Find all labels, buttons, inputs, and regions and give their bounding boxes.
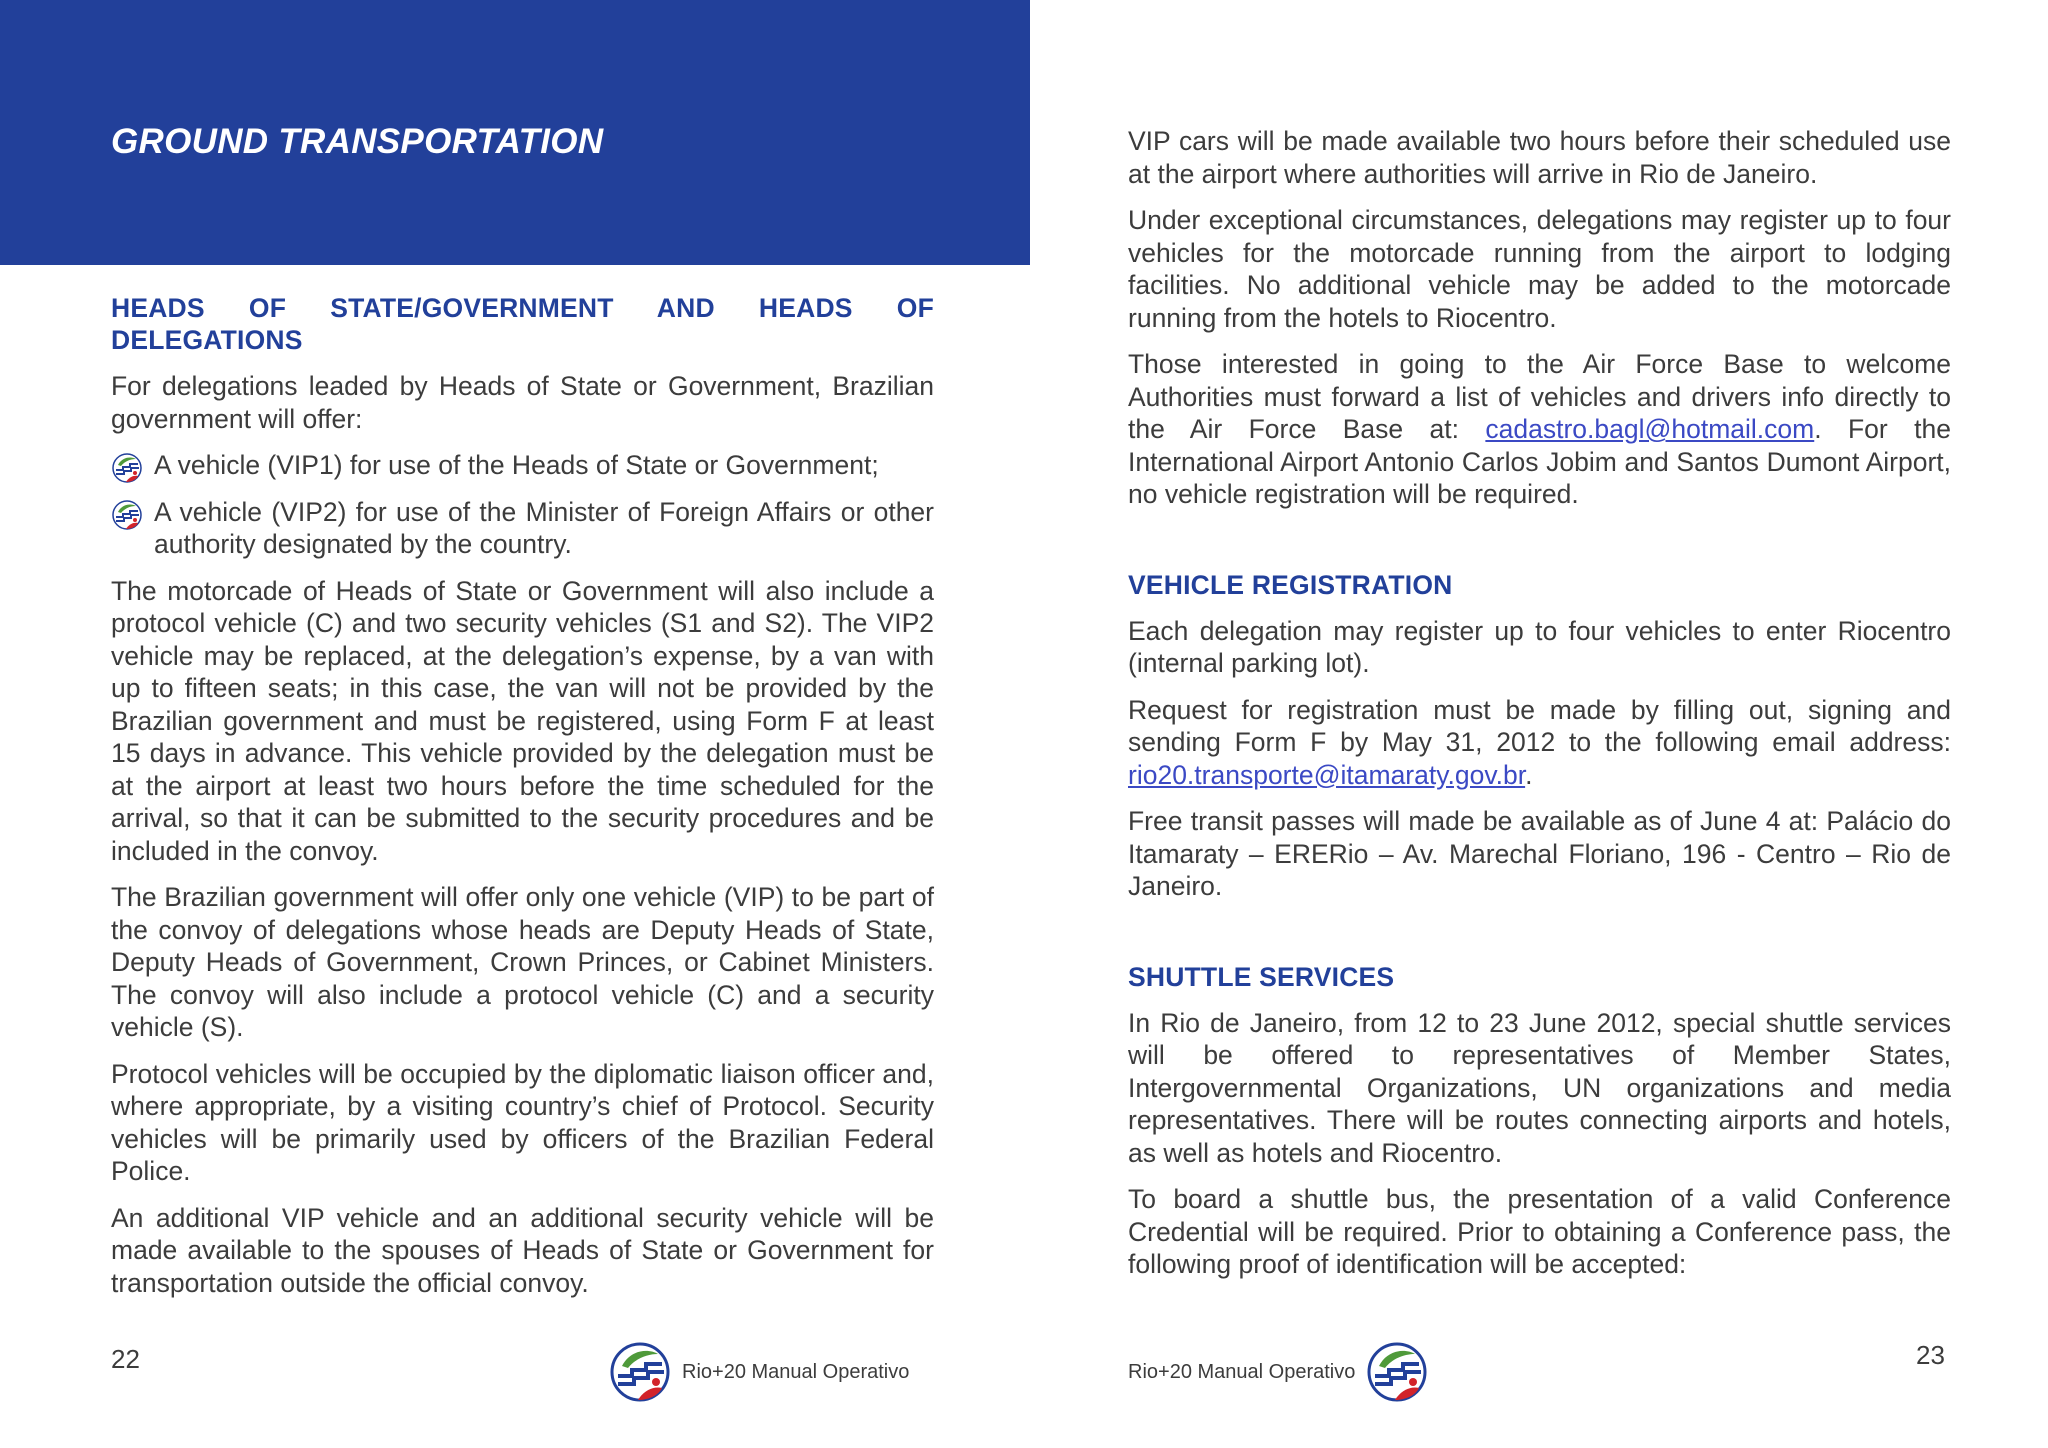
paragraph: In Rio de Janeiro, from 12 to 23 June 2012, special shuttle services will be offered to representatives of Member States, Intergovernmental Organizations, UN organizations and media representatives. There will be routes connecting airports and hotels, as well as hotels and Riocentro.: [1128, 1007, 1951, 1168]
footer-label: Rio+20 Manual Operativo: [682, 1360, 910, 1383]
registration-email-link[interactable]: rio20.transporte@itamaraty.gov.br: [1128, 759, 1526, 790]
page-number-left: 22: [111, 1344, 140, 1374]
air-force-text: Those interested in going to the Air Force Base to welcome Authorities must forward a list of vehicles and drivers info directly to the Air Force Base at:: [1128, 349, 1951, 444]
list-item: [111, 496, 934, 561]
paragraph: An additional VIP vehicle and an additional security vehicle will be made available to the spouses of Heads of State or Government for transportation outside the official convoy.: [111, 1202, 934, 1298]
rio20-logo-icon: [1365, 1340, 1429, 1404]
list-item: [111, 449, 934, 482]
paragraph: To board a shuttle bus, the presentation of a valid Conference Credential will be required. Prior to obtaining a Conference pass, the following proof of identification will be accepted:: [1128, 1184, 1951, 1279]
bullet-text: A vehicle (VIP2) for use of the Minister of Foreign Affairs or other authority designated by the country.: [154, 496, 934, 559]
right-column: [1128, 125, 1951, 1295]
air-force-paragraph: [1128, 348, 1951, 511]
rio20-logo-icon: [608, 1340, 672, 1404]
bullet-text: A vehicle (VIP1) for use of the Heads of State or Government;: [154, 450, 879, 480]
page-title: GROUND TRANSPORTATION: [111, 122, 604, 161]
rio-logo-bullet-icon: [111, 499, 143, 531]
paragraph: Free transit passes will made be available as of June 4 at: Palácio do Itamaraty – ERERio – Av. Marechal Floriano, 196 - Centro – Rio de Janeiro.: [1128, 806, 1951, 901]
rio-logo-bullet-icon: [111, 452, 143, 484]
registration-text: Request for registration must be made by filling out, signing and sending Form F by May 31, 2012 to the following email address:: [1128, 694, 1951, 757]
section-heading-vehicle-registration: VEHICLE REGISTRATION: [1128, 569, 1453, 600]
page-number-right: 23: [1916, 1340, 1945, 1370]
section-heading-line2: DELEGATIONS: [111, 325, 303, 355]
left-column: [111, 292, 934, 1313]
intro-paragraph: For delegations leaded by Heads of State or Government, Brazilian government will offer:: [111, 371, 934, 434]
paragraph: The motorcade of Heads of State or Government will also include a protocol vehicle (C) and two security vehicles (S1 and S2). The VIP2 vehicle may be replaced, at the delegation’s expense, by a van with up to fifteen seats; in this case, the van will not be provided by the Brazilian government and must be registered, using Form F at least 15 days in advance. This vehicle provided by the delegation must be at the airport at least two hours before the time scheduled for the arrival, so that it can be submitted to the security procedures and be included in the convoy.: [111, 575, 934, 866]
paragraph: Each delegation may register up to four vehicles to enter Riocentro (internal parking lot).: [1128, 615, 1951, 678]
vehicle-bullet-list: [111, 449, 934, 561]
air-force-text-after: . For the International Airport Antonio Carlos Jobim and Santos Dumont Airport, no vehicle registration will be required.: [1128, 414, 1951, 509]
section-heading-shuttle-services: SHUTTLE SERVICES: [1128, 961, 1395, 992]
paragraph: The Brazilian government will offer only one vehicle (VIP) to be part of the convoy of delegations whose heads are Deputy Heads of State, Deputy Heads of Government, Crown Princes, or Cabinet Ministers. The convoy will also include a protocol vehicle (C) and a security vehicle (S).: [111, 882, 934, 1042]
air-force-email-link[interactable]: cadastro.bagl@hotmail.com: [1485, 414, 1815, 444]
paragraph: VIP cars will be made available two hours before their scheduled use at the airport where authorities will arrive in Rio de Janeiro.: [1128, 126, 1951, 189]
section-heading-heads-of-state: [111, 292, 934, 356]
registration-request-paragraph: [1128, 694, 1951, 792]
registration-text-after: .: [1525, 759, 1533, 790]
footer-label: Rio+20 Manual Operativo: [1128, 1360, 1356, 1383]
section-heading-line1: HEADS OF STATE/GOVERNMENT AND HEADS OF: [111, 293, 934, 323]
footer-left: [608, 1340, 909, 1404]
footer-right: [1128, 1340, 1429, 1404]
paragraph: Protocol vehicles will be occupied by the diplomatic liaison officer and, where appropriate, by a visiting country’s chief of Protocol. Security vehicles will be primarily used by officers of the Brazilian Federal Police.: [111, 1058, 934, 1186]
paragraph: Under exceptional circumstances, delegations may register up to four vehicles for the motorcade running from the airport to lodging facilities. No additional vehicle may be added to the motorcade running from the hotels to Riocentro.: [1128, 205, 1951, 333]
